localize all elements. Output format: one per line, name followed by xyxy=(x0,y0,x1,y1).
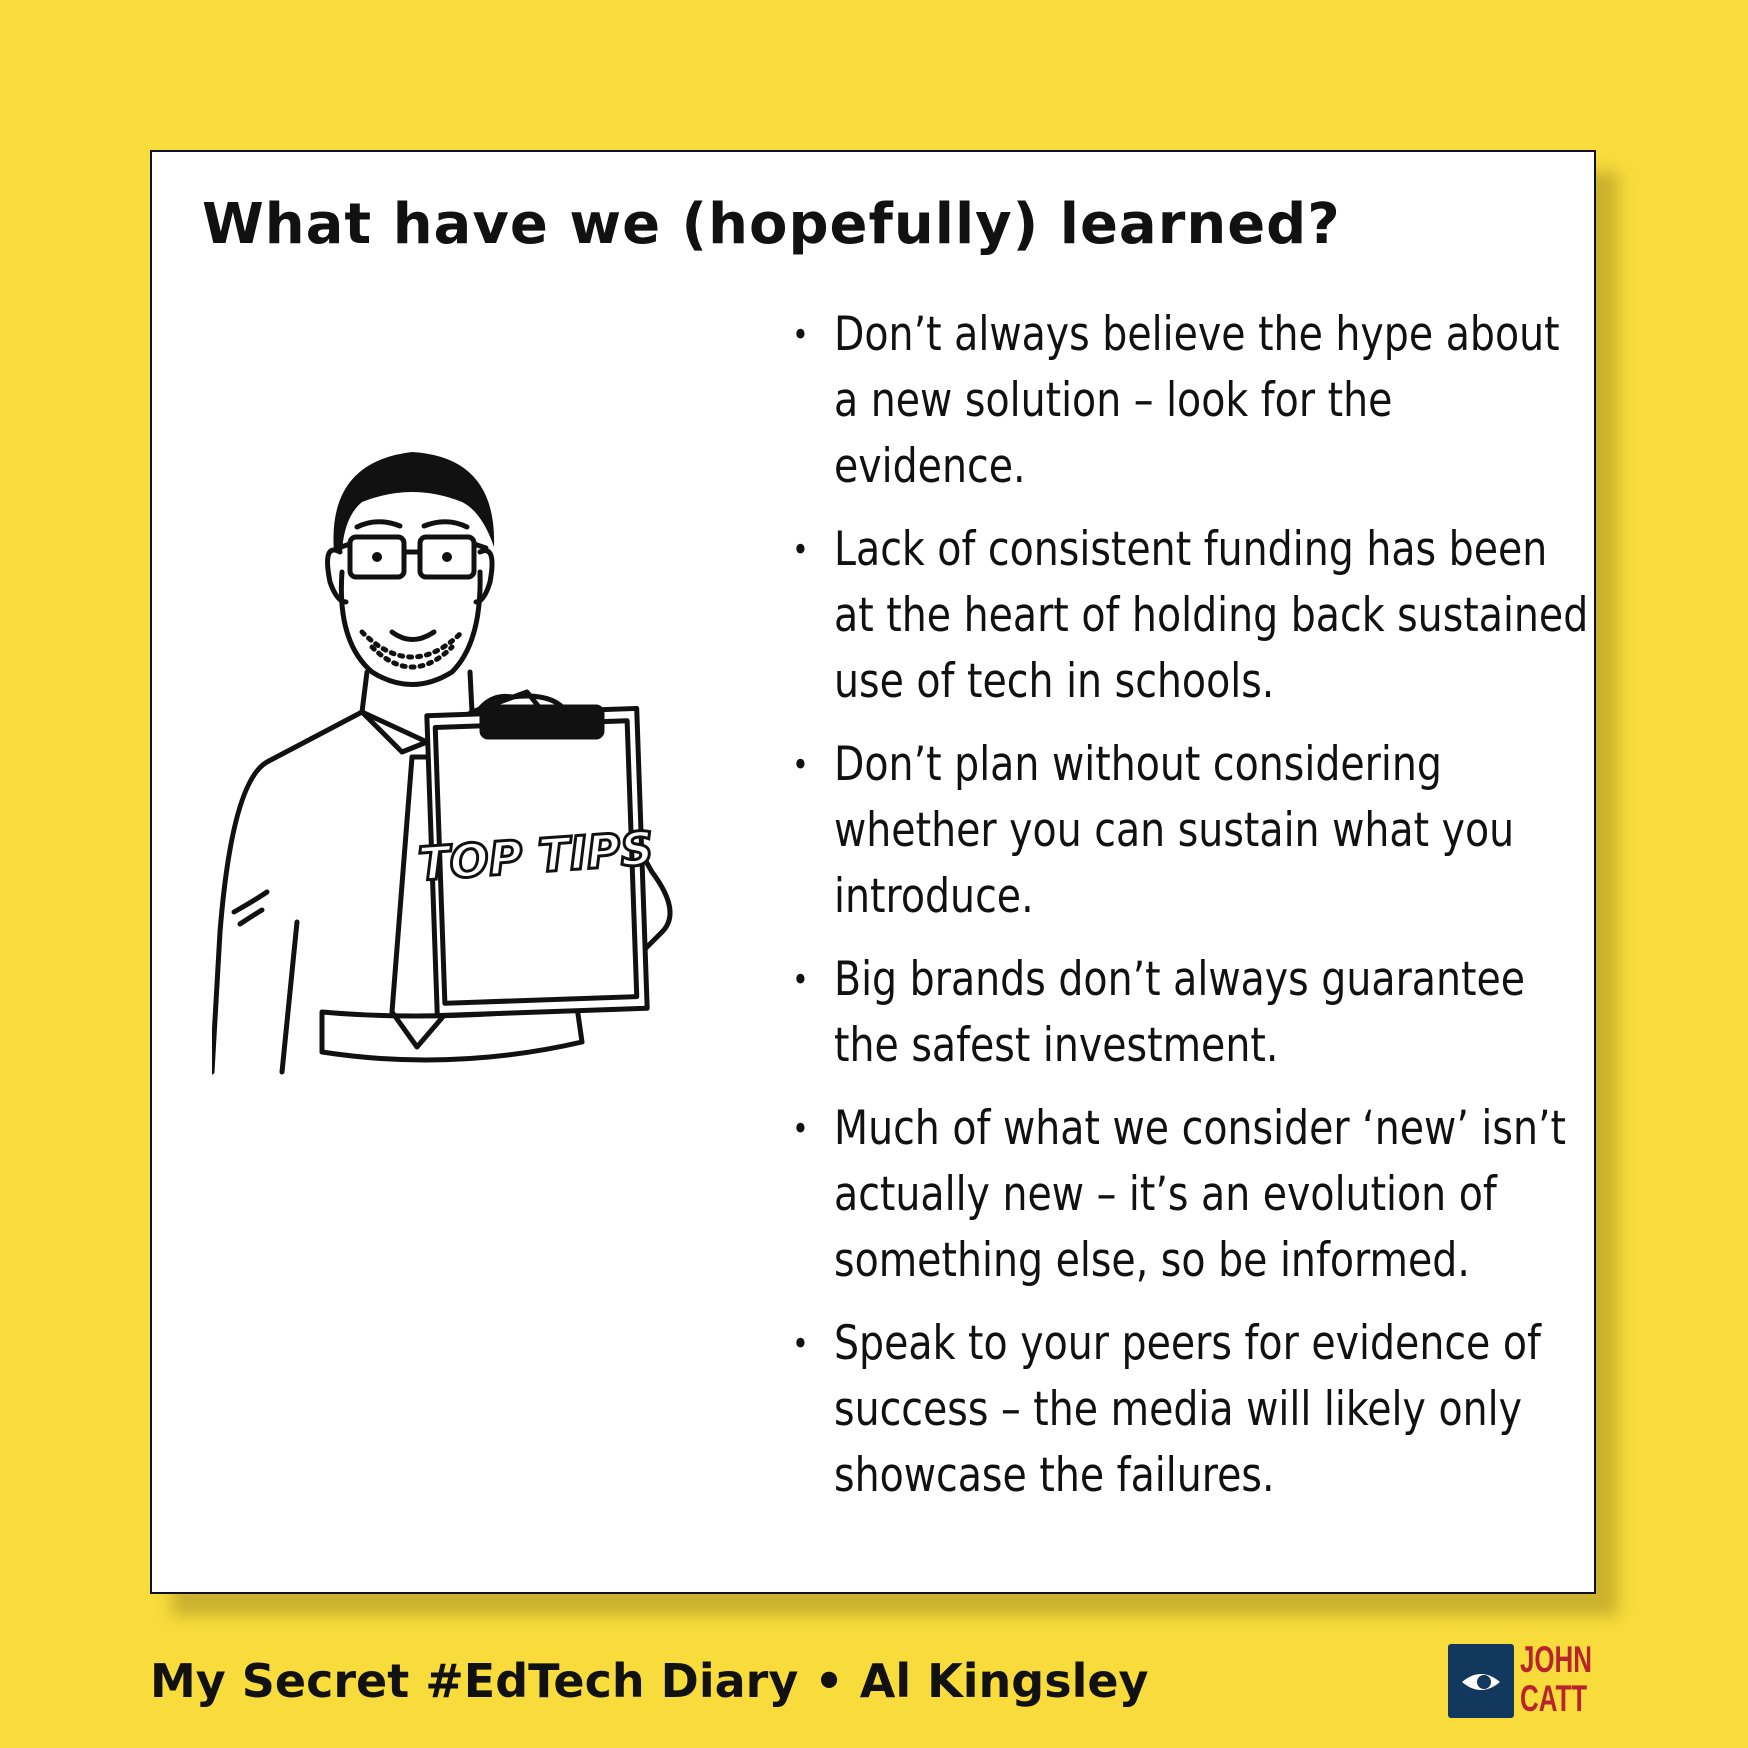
man-holding-clipboard-illustration xyxy=(212,312,752,1092)
tip-text: Don’t always believe the hype about a new solution – look for the evidence. xyxy=(834,307,1560,494)
tip-item xyxy=(792,1096,1590,1294)
bullet-icon: • xyxy=(792,745,809,785)
tip-text: Much of what we consider ‘new’ isn’t actually new – it’s an evolution of something else, so be informed. xyxy=(834,1101,1567,1288)
bullet-icon: • xyxy=(792,1324,809,1364)
tip-item xyxy=(792,947,1590,1079)
publisher-name: JOHN CATT xyxy=(1520,1639,1592,1719)
card-title: What have we (hopefully) learned? xyxy=(202,192,1341,257)
tips-list xyxy=(792,302,1589,1526)
tip-item xyxy=(792,517,1590,715)
bullet-icon: • xyxy=(792,315,809,355)
tip-text: Big brands don’t always guarantee the safest investment. xyxy=(834,952,1526,1073)
bullet-icon: • xyxy=(792,530,809,570)
tip-item xyxy=(792,1311,1590,1509)
tip-item xyxy=(792,302,1590,500)
book-eye-icon xyxy=(1448,1644,1514,1718)
tip-text: Lack of consistent funding has been at the heart of holding back sustained use of tech in schools. xyxy=(834,522,1589,709)
publisher-logo xyxy=(1448,1640,1598,1720)
tip-item xyxy=(792,732,1590,930)
tip-text: Speak to your peers for evidence of success – the media will likely only showcase the failures. xyxy=(834,1316,1541,1503)
book-credit: My Secret #EdTech Diary • Al Kingsley xyxy=(150,1654,1149,1708)
sign-text: TOP TIPS xyxy=(416,820,656,892)
bullet-icon: • xyxy=(792,960,809,1000)
tips-card xyxy=(150,150,1596,1594)
tip-text: Don’t plan without considering whether you can sustain what you introduce. xyxy=(834,737,1515,924)
bullet-icon: • xyxy=(792,1109,809,1149)
